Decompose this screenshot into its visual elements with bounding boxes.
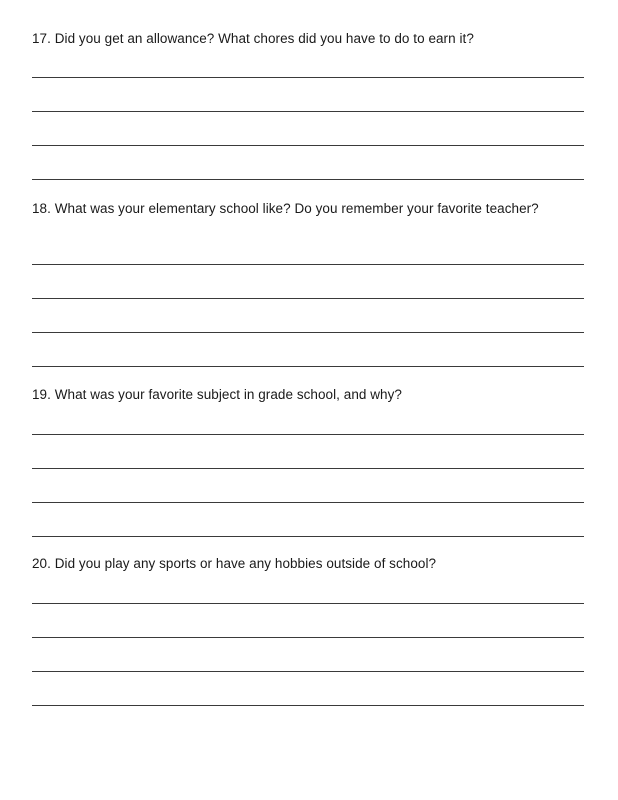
answer-line[interactable]: [32, 77, 584, 78]
answer-line[interactable]: [32, 468, 584, 469]
question-20-text: 20. Did you play any sports or have any hobbies outside of school?: [32, 556, 437, 571]
answer-line[interactable]: [32, 536, 584, 537]
answer-line[interactable]: [32, 502, 584, 503]
answer-line[interactable]: [32, 434, 584, 435]
answer-line[interactable]: [32, 298, 584, 299]
answer-line[interactable]: [32, 671, 584, 672]
question-19: [32, 387, 584, 403]
answer-line[interactable]: [32, 111, 584, 112]
answer-line[interactable]: [32, 264, 584, 265]
question-18-text: 18. What was your elementary school like? Do you remember your favorite teacher?: [32, 201, 539, 216]
question-19-text: 19. What was your favorite subject in grade school, and why?: [32, 387, 402, 402]
answer-line[interactable]: [32, 332, 584, 333]
answer-line[interactable]: [32, 637, 584, 638]
question-17-text: 17. Did you get an allowance? What chores did you have to do to earn it?: [32, 31, 474, 46]
question-17: [32, 31, 584, 47]
answer-line[interactable]: [32, 145, 584, 146]
answer-line[interactable]: [32, 366, 584, 367]
question-18: [32, 201, 584, 217]
answer-line[interactable]: [32, 705, 584, 706]
question-20: [32, 556, 584, 572]
answer-line[interactable]: [32, 179, 584, 180]
answer-line[interactable]: [32, 603, 584, 604]
